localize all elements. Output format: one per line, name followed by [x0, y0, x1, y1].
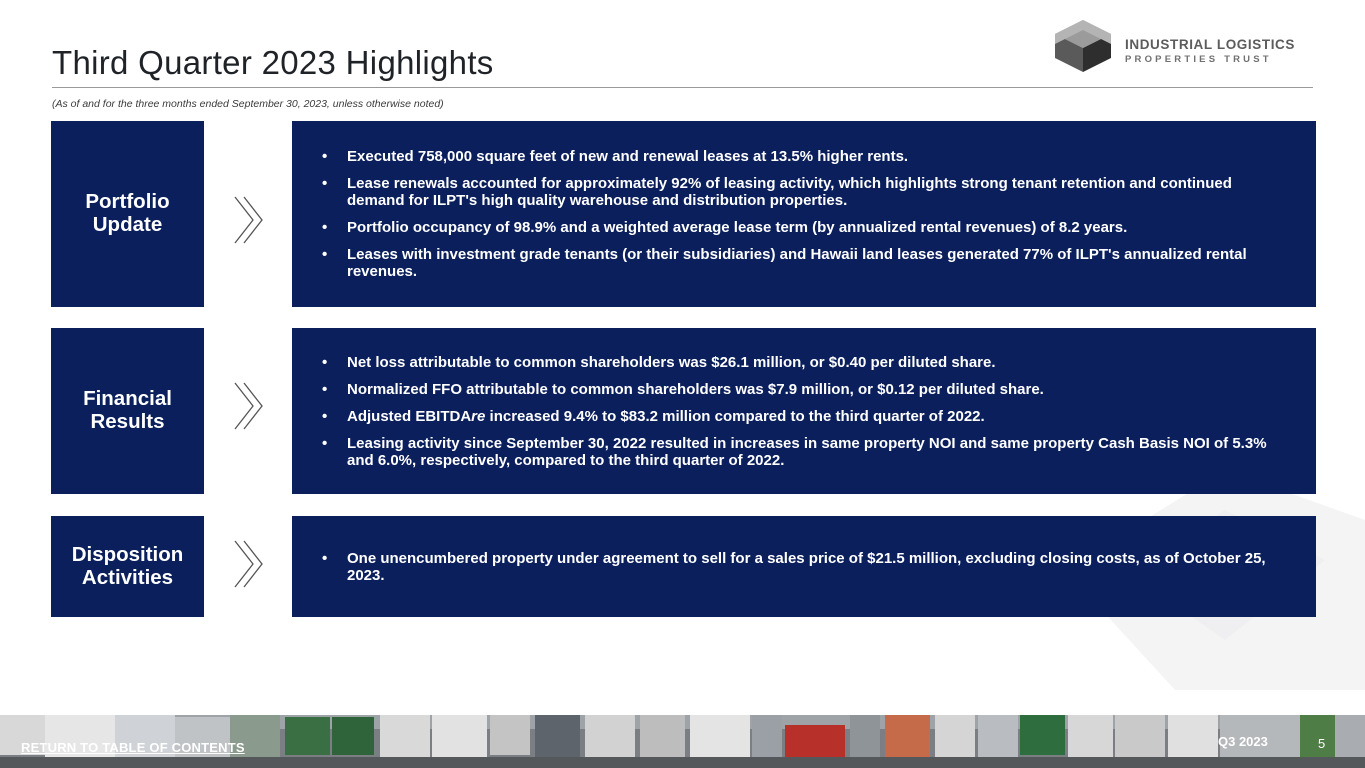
bullet-item: • Lease renewals accounted for approximately 92% of leasing activity, which highlights strong tenant retention and continued demand for ILPT's high quality warehouse and distribution properties.: [322, 175, 1290, 209]
page-title: Third Quarter 2023 Highlights: [52, 44, 494, 81]
bullet-item-ebitda: [322, 408, 1290, 425]
company-logo: [1053, 18, 1323, 76]
bullet-item: • One unencumbered property under agreement to sell for a sales price of $21.5 million, excluding closing costs, as of October 25, 2023.: [322, 550, 1290, 584]
bullet-item: • Net loss attributable to common shareholders was $26.1 million, or $0.40 per diluted share.: [322, 354, 1290, 371]
section-panel-portfolio-update: [292, 121, 1316, 307]
section-label-portfolio-update: Portfolio Update: [51, 121, 204, 307]
bullet-item: • Normalized FFO attributable to common shareholders was $7.9 million, or $0.12 per diluted share.: [322, 381, 1290, 398]
chevron-right-icon: [232, 539, 264, 589]
page-number: 5: [1318, 736, 1326, 751]
bullet-item: • Leases with investment grade tenants (or their subsidiaries) and Hawaii land leases generated 77% of ILPT's annualized rental revenues.: [322, 246, 1290, 280]
ebitda-label: Adjusted EBITDA: [347, 407, 472, 425]
report-period: Q3 2023: [1218, 734, 1268, 749]
bullet-list: [322, 354, 1290, 469]
bullet-item: • Portfolio occupancy of 98.9% and a weighted average lease term (by annualized rental revenues) of 8.2 years.: [322, 219, 1290, 236]
title-divider: [52, 87, 1313, 88]
section-panel-financial-results: [292, 328, 1316, 494]
cube-icon: [1053, 18, 1113, 74]
ebitda-italic-suffix: re: [471, 407, 486, 425]
chevron-right-icon: [232, 381, 264, 431]
bullet-list: [322, 148, 1290, 280]
logo-company-name: INDUSTRIAL LOGISTICS: [1125, 37, 1296, 52]
footer-banner: [0, 715, 1365, 768]
ebitda-text: increased 9.4% to $83.2 million compared to the third quarter of 2022.: [485, 407, 985, 425]
section-label-disposition-activities: Disposition Activities: [51, 516, 204, 617]
bullet-item: • Executed 758,000 square feet of new and renewal leases at 13.5% higher rents.: [322, 148, 1290, 165]
logo-company-subname: PROPERTIES TRUST: [1125, 54, 1272, 65]
section-panel-disposition-activities: [292, 516, 1316, 617]
bullet-list: [322, 550, 1290, 584]
return-to-toc-link[interactable]: RETURN TO TABLE OF CONTENTS: [21, 740, 245, 755]
bullet-item: • Leasing activity since September 30, 2022 resulted in increases in same property NOI and same property Cash Basis NOI of 5.3% and 6.0%, respectively, compared to the third quarter of 2022.: [322, 435, 1290, 469]
page-subtitle: (As of and for the three months ended September 30, 2023, unless otherwise noted): [52, 98, 444, 110]
section-label-financial-results: Financial Results: [51, 328, 204, 494]
chevron-right-icon: [232, 195, 264, 245]
